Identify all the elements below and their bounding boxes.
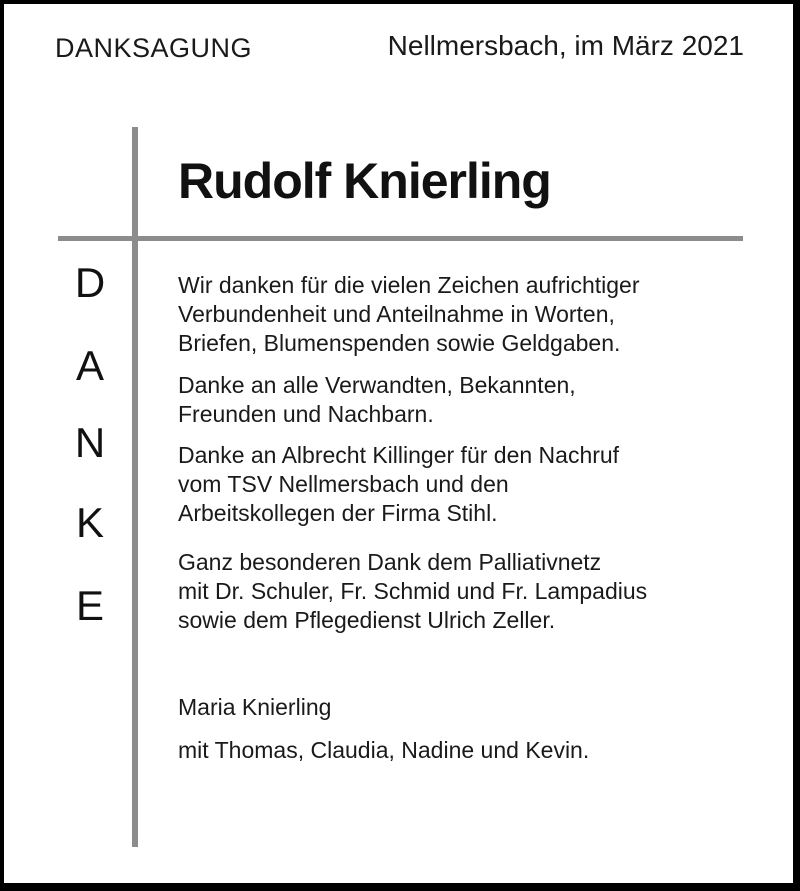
text-line: sowie dem Pflegedienst Ulrich Zeller. bbox=[178, 607, 556, 633]
danke-letter-n: N bbox=[74, 419, 106, 466]
text-line: mit Dr. Schuler, Fr. Schmid und Fr. Lampadius bbox=[178, 578, 648, 604]
text-line: Briefen, Blumenspenden sowie Geldgaben. bbox=[178, 330, 621, 356]
text-line: Wir danken für die vielen Zeichen aufrichtiger bbox=[178, 272, 640, 298]
body-text bbox=[178, 271, 788, 765]
text-line: Freunden und Nachbarn. bbox=[178, 401, 434, 427]
paragraph-thanks-relatives bbox=[178, 371, 788, 429]
text-line: Verbundenheit und Anteilnahme in Worten, bbox=[178, 301, 615, 327]
text-line: Danke an Albrecht Killinger für den Nachruf bbox=[178, 442, 620, 468]
danke-letter-a: A bbox=[75, 342, 104, 389]
danke-letter-e: E bbox=[75, 582, 104, 629]
deceased-name: Rudolf Knierling bbox=[178, 153, 551, 209]
paragraph-thanks-general bbox=[178, 271, 788, 358]
vertical-rule bbox=[132, 127, 138, 847]
danke-letter-k: K bbox=[75, 499, 104, 546]
place-dateline: Nellmersbach, im März 2021 bbox=[387, 30, 744, 61]
text-line: Maria Knierling bbox=[178, 694, 332, 720]
horizontal-rule bbox=[58, 236, 743, 241]
paragraph-thanks-killinger bbox=[178, 441, 788, 528]
danke-letter-column bbox=[60, 4, 120, 883]
paragraph-thanks-palliative bbox=[178, 548, 788, 635]
text-line: vom TSV Nellmersbach und den bbox=[178, 471, 509, 497]
signature-family bbox=[178, 736, 788, 765]
text-line: Danke an alle Verwandten, Bekannten, bbox=[178, 372, 576, 398]
text-line: Arbeitskollegen der Firma Stihl. bbox=[178, 500, 498, 526]
text-line: Ganz besonderen Dank dem Palliativnetz bbox=[178, 549, 602, 575]
danke-letter-d: D bbox=[74, 259, 106, 306]
notice-kicker: DANKSAGUNG bbox=[55, 33, 253, 63]
signature-name bbox=[178, 693, 788, 722]
text-line: mit Thomas, Claudia, Nadine und Kevin. bbox=[178, 737, 590, 763]
